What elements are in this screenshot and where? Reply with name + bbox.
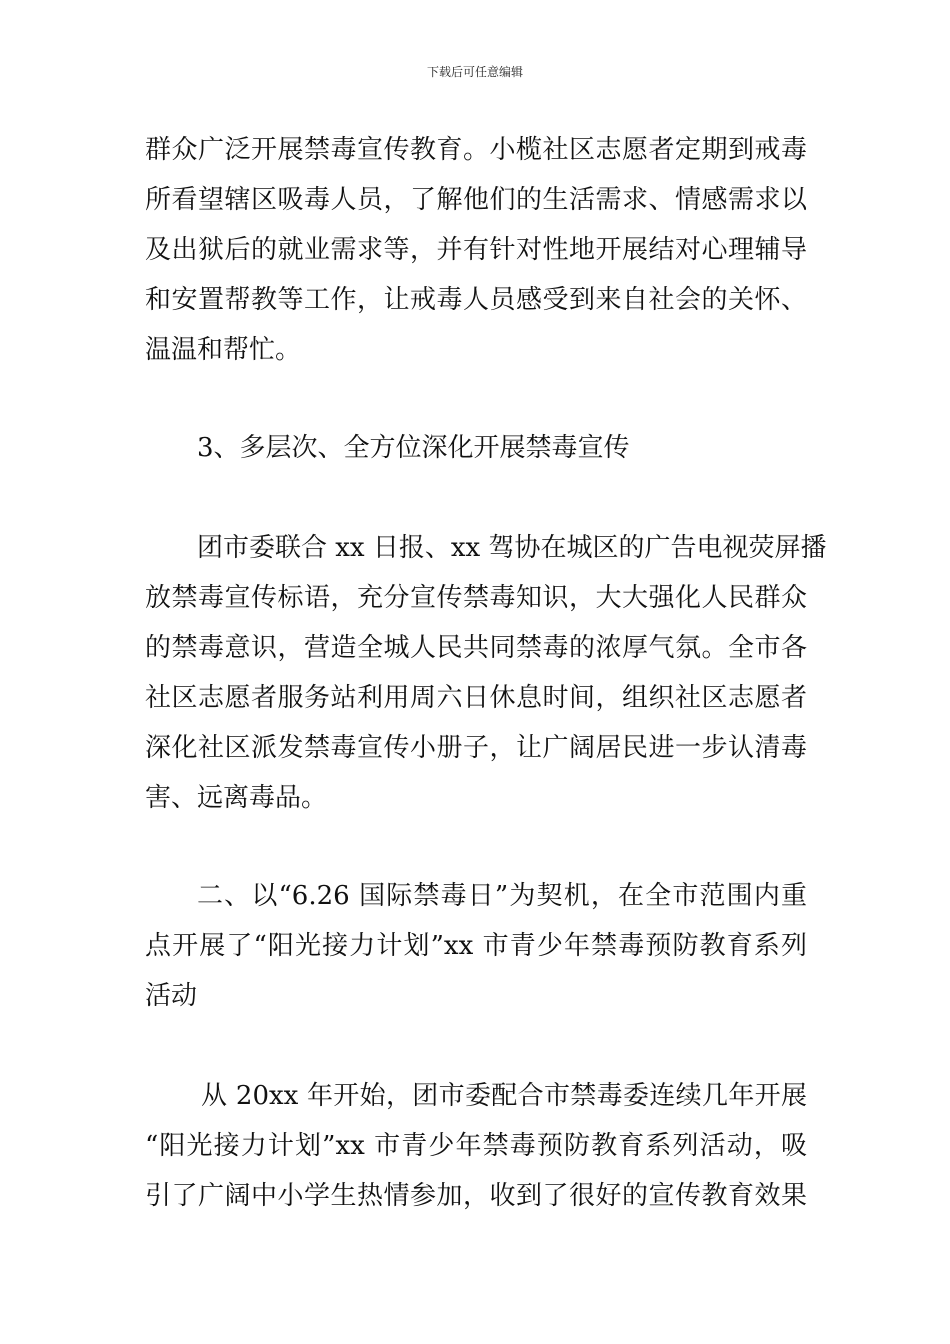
paragraph-3-line-6: 害、远离毒品。	[145, 783, 328, 813]
paragraph-3-line-4: 社区志愿者服务站利用周六日休息时间，组织社区志愿者	[145, 683, 807, 713]
section-two-line-1: 二、以“6.26 国际禁毒日”为契机，在全市范围内重	[197, 881, 807, 911]
section-two-line-2: 点开展了“阳光接力计划”xx 市青少年禁毒预防教育系列	[145, 931, 807, 961]
paragraph-5-line-1: 从 20xx 年开始，团市委配合市禁毒委连续几年开展	[201, 1081, 807, 1111]
paragraph-1-line-2: 所看望辖区吸毒人员，了解他们的生活需求、情感需求以	[145, 185, 807, 215]
paragraph-5-line-3: 引了广阔中小学生热情参加，收到了很好的宣传教育效果	[145, 1181, 807, 1211]
paragraph-3-line-1: 团市委联合 xx 日报、xx 驾协在城区的广告电视荧屏播	[197, 533, 827, 563]
paragraph-1-line-4: 和安置帮教等工作，让戒毒人员感受到来自社会的关怀、	[145, 285, 807, 315]
paragraph-1-line-1: 群众广泛开展禁毒宣传教育。小榄社区志愿者定期到戒毒	[145, 135, 807, 165]
paragraph-3-line-2: 放禁毒宣传标语，充分宣传禁毒知识，大大强化人民群众	[145, 583, 807, 613]
page-header-note: 下载后可任意编辑	[426, 65, 523, 79]
paragraph-5-line-2: “阳光接力计划”xx 市青少年禁毒预防教育系列活动，吸	[145, 1131, 807, 1161]
paragraph-3-line-5: 深化社区派发禁毒宣传小册子，让广阔居民进一步认清毒	[145, 733, 807, 763]
paragraph-3-line-3: 的禁毒意识，营造全城人民共同禁毒的浓厚气氛。全市各	[145, 633, 807, 663]
paragraph-1-line-3: 及出狱后的就业需求等，并有针对性地开展结对心理辅导	[145, 235, 807, 265]
section-two-line-3: 活动	[145, 981, 198, 1011]
section-heading-3: 3、多层次、全方位深化开展禁毒宣传	[197, 433, 630, 463]
paragraph-1-line-5: 温温和帮忙。	[145, 335, 302, 365]
